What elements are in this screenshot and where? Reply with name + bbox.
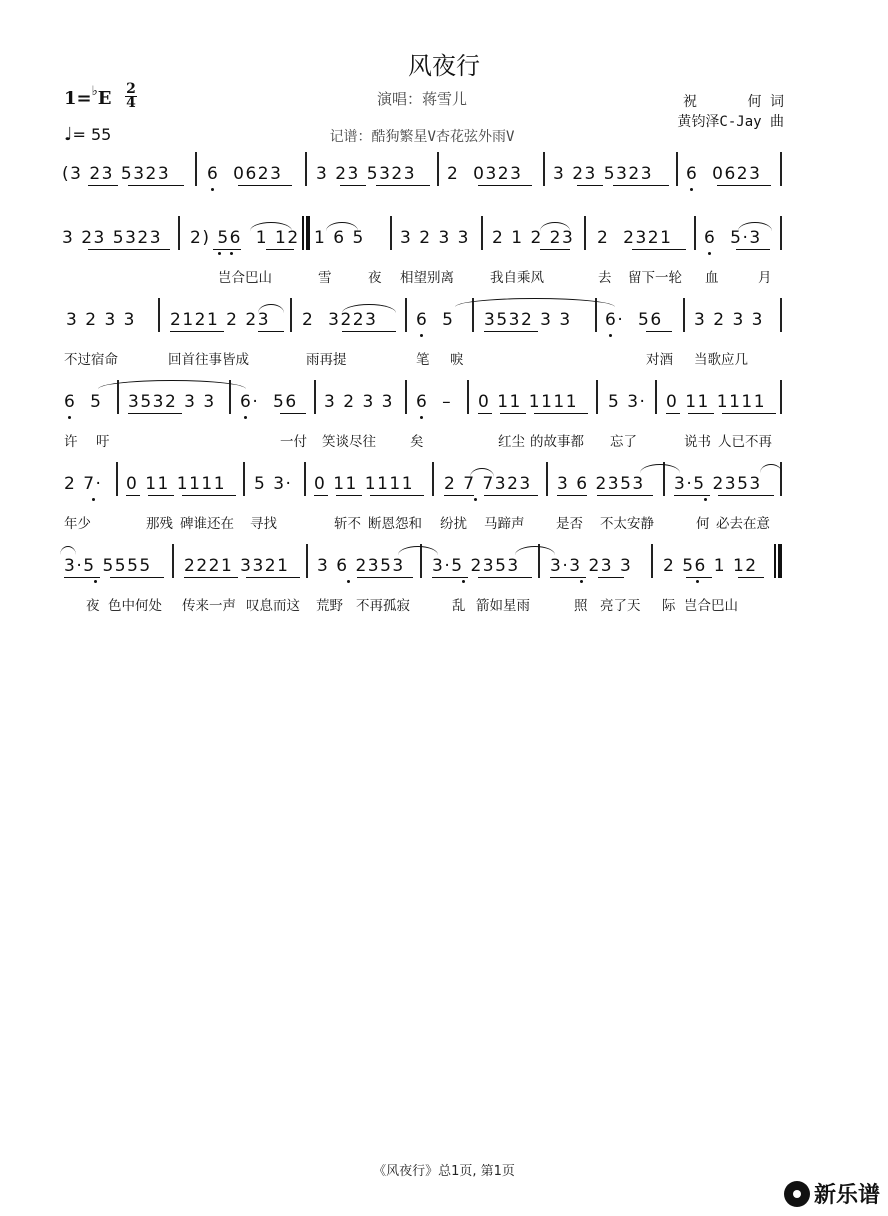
measure: 3532 3 3 <box>128 392 216 412</box>
lyric: 一付 <box>280 434 307 450</box>
measure: 2121 2 23 <box>170 310 271 330</box>
measure: 2 1 2 23 <box>492 228 575 248</box>
measure: (3 23 5323 <box>62 164 171 184</box>
lyrics-line <box>0 512 888 532</box>
measure: 3 2 3 3 <box>400 228 470 248</box>
lyric: 留下一轮 <box>628 270 682 286</box>
measure: 2 0323 <box>447 164 523 184</box>
lyric: 唳 <box>450 352 464 368</box>
lyricist-credit: 祝 何 词 <box>682 94 784 110</box>
lyric: 斩不 <box>334 516 361 532</box>
transcriber-credit: 记谱：酷狗繁星V杏花弦外雨V <box>329 129 515 145</box>
measure: 2 56 1 12 <box>663 556 758 576</box>
measure: 1 6 5 <box>314 228 365 248</box>
lyric: 马蹄声 <box>484 516 525 532</box>
measure: 6 5 <box>64 392 103 412</box>
lyric: 夜 <box>86 598 100 614</box>
measure: 0 11 1111 <box>314 474 415 494</box>
lyric: 许 <box>64 434 78 450</box>
lyric: 荒野 <box>316 598 343 614</box>
lyric: 的故事都 <box>530 434 584 450</box>
tempo-marking: ♩= 55 <box>64 124 112 145</box>
lyric: 岂合巴山 <box>218 270 272 286</box>
lyric: 血 <box>705 270 719 286</box>
measure: 6 – <box>416 392 453 412</box>
measure: 0 11 1111 <box>478 392 579 412</box>
measure: 3 23 5323 <box>316 164 417 184</box>
lyric: 何 <box>696 516 710 532</box>
measure: 3 2 3 3 <box>324 392 394 412</box>
composer-credit: 黄钧泽C-Jay 曲 <box>677 114 784 130</box>
lyric: 对酒 <box>646 352 673 368</box>
lyric: 忘了 <box>610 434 637 450</box>
lyric: 笔 <box>416 352 430 368</box>
lyric: 照 <box>574 598 588 614</box>
measure: 3 6 2353 <box>557 474 645 494</box>
lyric: 不太安静 <box>600 516 654 532</box>
lyrics-line <box>0 430 888 450</box>
lyric: 是否 <box>556 516 583 532</box>
measure: 3 23 5323 <box>553 164 654 184</box>
lyric: 叹息而这 <box>246 598 300 614</box>
measure: 2 3223 <box>302 310 378 330</box>
measure: 2 2321 <box>597 228 673 248</box>
measure: 2 7 7323 <box>444 474 532 494</box>
quarter-note-icon: ♩ <box>64 124 73 145</box>
lyric: 月 <box>758 270 772 286</box>
measure: 6 5·3 <box>704 228 762 248</box>
measure: 6 0623 <box>686 164 762 184</box>
lyric: 不再孤寂 <box>356 598 410 614</box>
measure: 3 23 5323 <box>62 228 163 248</box>
measure: 6 5 <box>416 310 455 330</box>
lyric: 际 <box>662 598 676 614</box>
lyric: 去 <box>598 270 612 286</box>
lyric: 当歌应几 <box>694 352 748 368</box>
lyric: 红尘 <box>498 434 525 450</box>
lyric: 断恩怨和 <box>368 516 422 532</box>
song-title: 风夜行 <box>408 52 480 80</box>
lyric: 吁 <box>96 434 110 450</box>
author-credits <box>677 92 784 132</box>
page-footer: 《风夜行》总1页, 第1页 <box>373 1164 515 1179</box>
lyric: 不过宿命 <box>64 352 118 368</box>
lyric: 必去在意 <box>716 516 770 532</box>
lyric: 寻找 <box>250 516 277 532</box>
notes-line <box>0 392 888 432</box>
lyric: 纷扰 <box>440 516 467 532</box>
lyrics-line <box>0 594 888 614</box>
lyric: 回首往事皆成 <box>168 352 249 368</box>
measure: 3·5 5555 <box>64 556 152 576</box>
flat-icon: ♭ <box>91 84 98 99</box>
measure: 0 11 1111 <box>126 474 227 494</box>
singer-credit: 演唱：蒋雪儿 <box>376 90 467 108</box>
lyric: 雨再提 <box>306 352 347 368</box>
measure: 3·5 2353 <box>432 556 520 576</box>
lyric: 夜 <box>368 270 382 286</box>
measure: 2 7· <box>64 474 103 494</box>
notes-line <box>0 474 888 514</box>
lyric: 年少 <box>64 516 91 532</box>
key-signature: 1=♭E <box>64 84 112 109</box>
measure: 3·3 23 3 <box>550 556 633 576</box>
notes-line <box>0 310 888 350</box>
lyric: 箭如星雨 <box>476 598 530 614</box>
measure: 5 3· <box>608 392 647 412</box>
measure: 6 0623 <box>207 164 283 184</box>
measure: 2) 56 1 12 <box>190 228 300 248</box>
notes-line <box>0 556 888 596</box>
notes-line <box>0 164 888 204</box>
lyric: 矣 <box>410 434 424 450</box>
lyric: 说书 <box>684 434 711 450</box>
time-signature: 2 4 <box>126 81 136 111</box>
measure: 2221 3321 <box>184 556 290 576</box>
lyric: 乱 <box>452 598 466 614</box>
lyric: 我自乘风 <box>490 270 544 286</box>
lyric: 那残 <box>146 516 173 532</box>
notes-line <box>0 228 888 268</box>
lyric: 色中何处 <box>108 598 162 614</box>
lyrics-line <box>0 348 888 368</box>
lyric: 人已不再 <box>718 434 772 450</box>
lyric: 亮了天 <box>600 598 641 614</box>
measure: 6· 56 <box>240 392 298 412</box>
lyric: 雪 <box>318 270 332 286</box>
measure: 6· 56 <box>605 310 663 330</box>
vinyl-disc-icon <box>784 1181 810 1207</box>
lyric: 碑谁还在 <box>180 516 234 532</box>
measure: 5 3· <box>254 474 293 494</box>
logo-text: 新乐谱 <box>813 1183 880 1208</box>
measure: 0 11 1111 <box>666 392 767 412</box>
measure: 3 2 3 3 <box>694 310 764 330</box>
measure: 3·5 2353 <box>674 474 762 494</box>
lyrics-line <box>0 266 888 286</box>
lyric: 传来一声 <box>182 598 236 614</box>
lyric: 岂合巴山 <box>684 598 738 614</box>
lyric: 相望别离 <box>400 270 454 286</box>
lyric: 笑谈尽往 <box>322 434 376 450</box>
measure: 3532 3 3 <box>484 310 572 330</box>
site-logo <box>784 1178 880 1209</box>
measure: 3 6 2353 <box>317 556 405 576</box>
measure: 3 2 3 3 <box>66 310 136 330</box>
